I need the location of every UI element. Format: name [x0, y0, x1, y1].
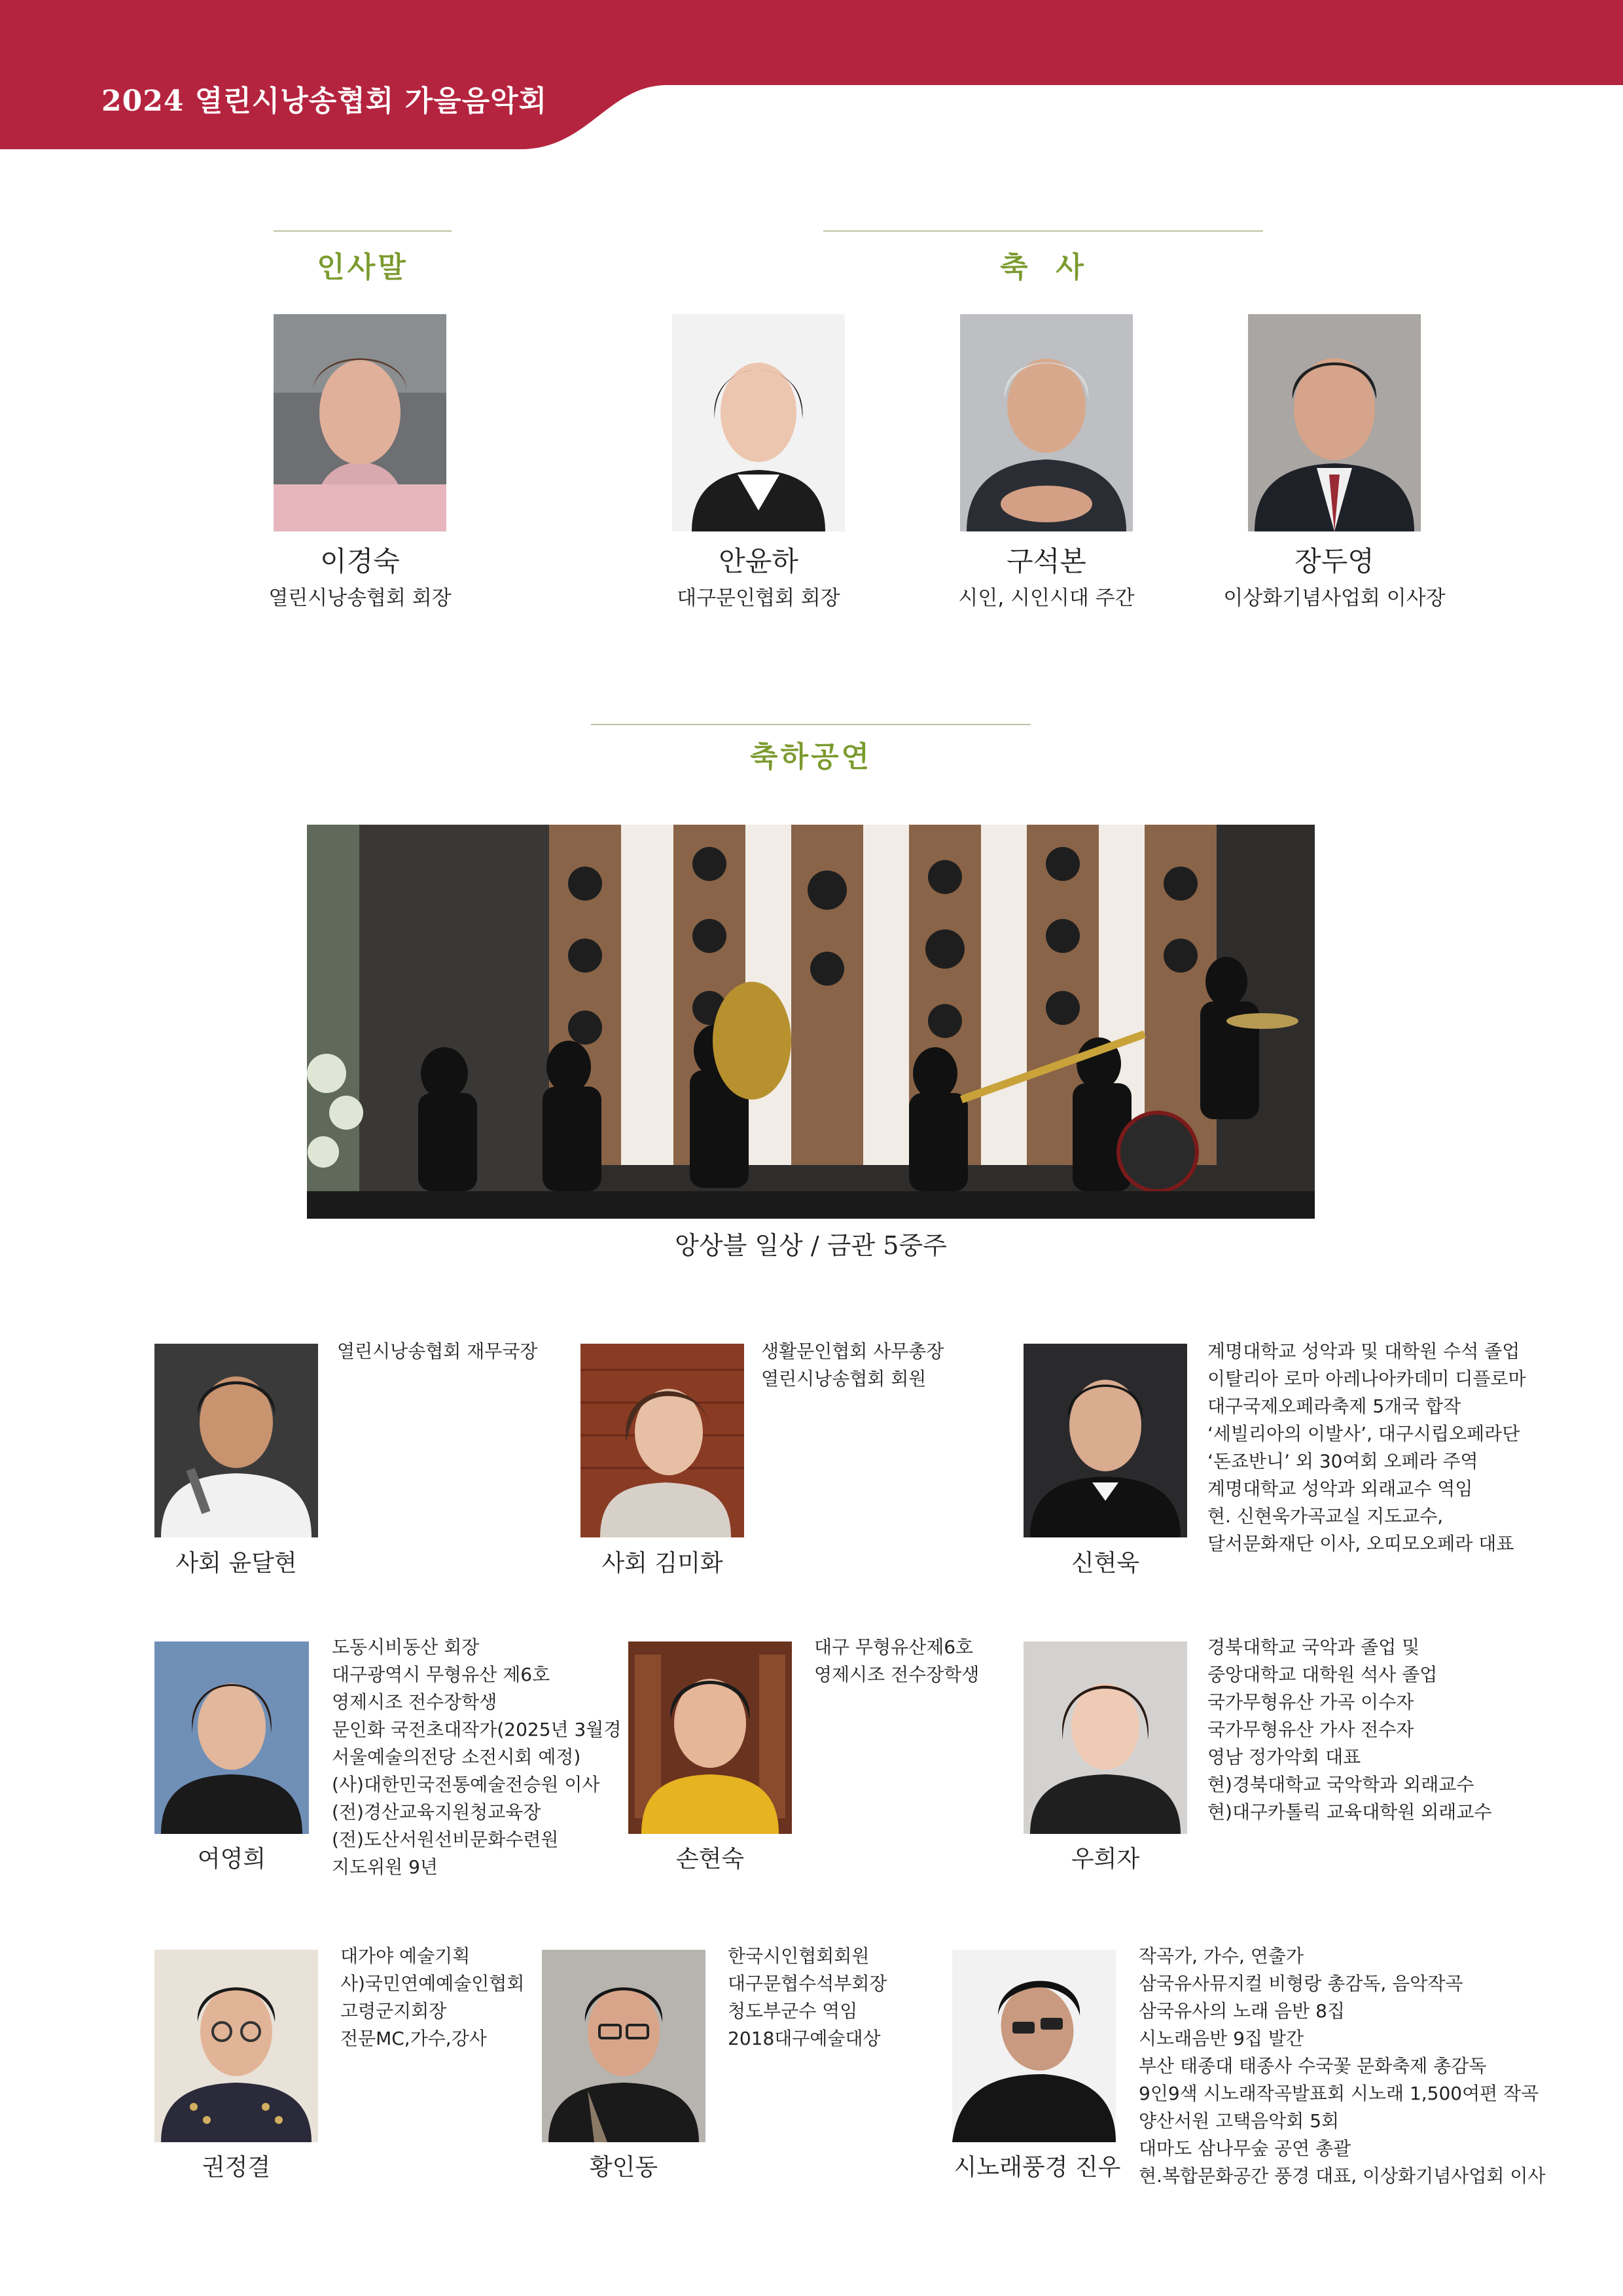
performer-bio: 생활문인협회 사무총장 열린시낭송협회 회원	[761, 1340, 944, 1390]
performance-title: 축하공연	[749, 740, 872, 774]
congratulator-name: 구석본	[1007, 545, 1086, 577]
performer-photo-hwang-indong	[542, 1950, 705, 2142]
greeter-photo-lee-gyeongsuk	[274, 314, 446, 531]
performer-bio: 경북대학교 국악과 졸업 및 중앙대학교 대학원 석사 졸업 국가무형유산 가곡 이수자 국가무형유산 가사 전수자 영남 정가악회 대표 현)경북대학교 국악학과 외래교수 현)대구카톨릭 교육대학원 외래교수	[1207, 1636, 1492, 1823]
performer-name: 우희자	[1071, 1846, 1140, 1873]
header-title: 2024 열린시낭송협회 가을음악회	[101, 84, 548, 118]
congrats-title: 축 사	[1000, 251, 1086, 284]
congrats-divider	[823, 230, 1263, 232]
performer-bio: 한국시인협회회원 대구문협수석부회장 청도부군수 역임 2018대구예술대상	[728, 1945, 887, 2049]
performer-photo-yeo-yeonghui	[154, 1641, 309, 1834]
performer-photo-son-hyeonsuk	[628, 1641, 792, 1834]
congratulator-photo-jang-duyeong	[1248, 314, 1421, 531]
performer-photo-gwon-jeonggyeol	[154, 1950, 318, 2142]
performer-photo-jinu	[952, 1950, 1116, 2142]
greeter-role: 열린시낭송협회 회장	[268, 586, 452, 610]
performer-bio: 대가야 예술기획 사)국민연예예술인협회 고령군지회장 전문MC,가수,강사	[340, 1945, 525, 2049]
performer-name: 여영희	[197, 1846, 266, 1873]
congratulator-name: 장두영	[1294, 545, 1374, 577]
performer-bio: 대구 무형유산제6호 영제시조 전수장학생	[814, 1636, 980, 1685]
performer-name: 시노래풍경 진우	[954, 2154, 1121, 2181]
greeting-title: 인사말	[317, 251, 408, 284]
performer-name: 권정결	[202, 2154, 271, 2181]
congratulator-photo-gu-seokbon	[960, 314, 1133, 531]
performer-bio: 작곡가, 가수, 연출가 삼국유사뮤지컬 비형랑 총감독, 음악작곡 삼국유사의 노래 음반 8집 시노래음반 9집 발간 부산 태종대 태종사 수국꽃 문화축제 총감독 9인9색 시노래작곡발표회 시노래 1,500여편 작곡 양산서원 고택음악회 5회 대마도 삼나무숲 공연 총괄 현.복합문화공간 풍경 대표, 이상화기념사업회 이사	[1139, 1945, 1546, 2187]
performer-bio: 도동시비동산 회장 대구광역시 무형유산 제6호 영제시조 전수장학생 문인화 국전초대작가(2025년 3월경 서울예술의전당 소전시회 예정) (사)대한민국전통예술전승원 이사 (전)경산교육지원청교육장 (전)도산서원선비문화수련원 지도위원 9년	[332, 1636, 622, 1878]
performer-bio: 열린시낭송협회 재무국장	[337, 1340, 538, 1362]
greeter-name: 이경숙	[320, 545, 400, 577]
congratulator-photo-an-yunha	[672, 314, 845, 531]
performer-photo-yun-dalhyeon	[154, 1344, 318, 1537]
performer-photo-u-huija	[1024, 1641, 1187, 1834]
performer-bio: 계명대학교 성악과 및 대학원 수석 졸업 이탈리아 로마 아레나아카데미 디플로마 대구국제오페라축제 5개국 합작 ‘세빌리아의 이발사’, 대구시립오페라단 ‘돈죠반니’ 외 30여회 오페라 주역 계명대학교 성악과 외래교수 역임 현. 신현욱가곡교실 지도교수, 달서문화재단 이사, 오띠모오페라 대표	[1207, 1340, 1526, 1554]
congratulator-role: 대구문인협회 회장	[677, 586, 840, 610]
ensemble-caption: 앙상블 일상 / 금관 5중주	[675, 1231, 947, 1260]
ensemble-photo	[307, 825, 1315, 1219]
greeting-divider	[274, 230, 452, 232]
performer-photo-kim-mihwa	[580, 1344, 744, 1537]
congratulator-role: 시인, 시인시대 주간	[958, 586, 1135, 610]
performer-name: 신현욱	[1071, 1550, 1140, 1577]
performer-name: 손현숙	[675, 1846, 745, 1873]
congratulator-name: 안윤하	[719, 545, 798, 577]
congratulator-role: 이상화기념사업회 이사장	[1223, 586, 1446, 610]
performer-name: 황인동	[589, 2154, 658, 2181]
performer-photo-shin-hyeonuk	[1024, 1344, 1187, 1537]
header-band	[0, 0, 1623, 151]
performer-name: 사회 윤달현	[175, 1550, 297, 1577]
performer-name: 사회 김미화	[601, 1550, 723, 1577]
performance-divider	[591, 724, 1031, 725]
